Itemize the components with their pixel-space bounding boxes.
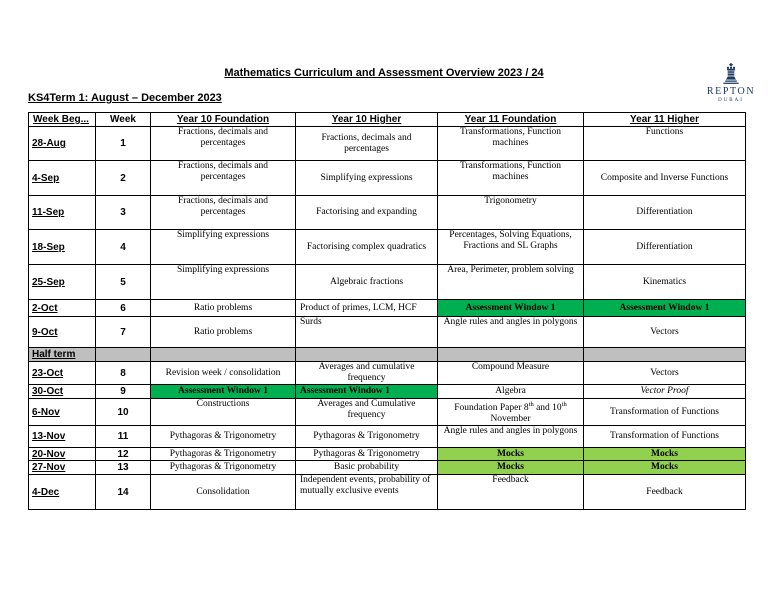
topic-cell: Factorising and expanding xyxy=(296,196,438,230)
topic-cell: Consolidation xyxy=(151,475,296,510)
topic-cell: Pythagoras & Trigonometry xyxy=(296,426,438,448)
date-cell: 25-Sep xyxy=(29,265,96,300)
topic-cell: Revision week / consolidation xyxy=(151,362,296,385)
topic-cell: Simplifying expressions xyxy=(151,265,296,300)
repton-logo-name: REPTON xyxy=(706,86,756,97)
term-subtitle: KS4Term 1: August – December 2023 xyxy=(28,92,222,104)
repton-logo xyxy=(700,63,762,103)
topic-cell: Area, Perimeter, problem solving xyxy=(438,265,584,300)
date-cell: 13-Nov xyxy=(29,426,96,448)
date-cell: 4-Sep xyxy=(29,161,96,196)
column-header-week-beg: Week Beg... xyxy=(29,113,96,127)
date-cell: 18-Sep xyxy=(29,230,96,265)
topic-cell: Transformation of Functions xyxy=(584,399,746,426)
week-number-cell: 7 xyxy=(96,317,151,348)
date-cell: 6-Nov xyxy=(29,399,96,426)
assessment-window-cell: Assessment Window 1 xyxy=(584,300,746,317)
week-number-cell: 1 xyxy=(96,127,151,161)
week-row xyxy=(29,161,746,196)
date-cell: 23-Oct xyxy=(29,362,96,385)
topic-cell: Pythagoras & Trigonometry xyxy=(151,448,296,461)
table-header-row xyxy=(29,113,746,127)
date-cell: 27-Nov xyxy=(29,461,96,475)
week-number-cell: 9 xyxy=(96,385,151,399)
half-term-cell xyxy=(151,348,296,362)
date-cell: 30-Oct xyxy=(29,385,96,399)
week-number-cell: 11 xyxy=(96,426,151,448)
page-title: Mathematics Curriculum and Assessment Overview 2023 / 24 xyxy=(224,67,544,79)
week-row xyxy=(29,461,746,475)
column-header-year-10-higher: Year 10 Higher xyxy=(296,113,438,127)
date-cell: 28-Aug xyxy=(29,127,96,161)
topic-cell: Fractions, decimals and percentages xyxy=(151,127,296,161)
half-term-cell: Half term xyxy=(29,348,96,362)
week-number-cell: 5 xyxy=(96,265,151,300)
topic-cell: Surds xyxy=(296,317,438,348)
half-term-cell xyxy=(438,348,584,362)
mocks-cell: Mocks xyxy=(438,448,584,461)
week-number-cell: 10 xyxy=(96,399,151,426)
assessment-window-cell: Assessment Window 1 xyxy=(296,385,438,399)
topic-cell: Constructions xyxy=(151,399,296,426)
topic-cell: Pythagoras & Trigonometry xyxy=(151,426,296,448)
date-cell: 20-Nov xyxy=(29,448,96,461)
topic-cell: Functions xyxy=(584,127,746,161)
topic-cell: Vector Proof xyxy=(584,385,746,399)
week-row xyxy=(29,399,746,426)
date-cell: 9-Oct xyxy=(29,317,96,348)
column-header-year-11-higher: Year 11 Higher xyxy=(584,113,746,127)
assessment-window-cell: Assessment Window 1 xyxy=(151,385,296,399)
topic-cell: Trigonometry xyxy=(438,196,584,230)
repton-crest-icon xyxy=(722,63,740,85)
date-cell: 2-Oct xyxy=(29,300,96,317)
half-term-cell xyxy=(96,348,151,362)
topic-cell: Percentages, Solving Equations, Fractions and SL Graphs xyxy=(438,230,584,265)
week-number-cell: 4 xyxy=(96,230,151,265)
topic-cell: Feedback xyxy=(438,475,584,510)
topic-cell: Averages and Cumulative frequency xyxy=(296,399,438,426)
topic-cell: Algebraic fractions xyxy=(296,265,438,300)
column-header-year-11-foundation: Year 11 Foundation xyxy=(438,113,584,127)
week-row xyxy=(29,127,746,161)
half-term-cell xyxy=(296,348,438,362)
topic-cell: Pythagoras & Trigonometry xyxy=(296,448,438,461)
topic-cell: Vectors xyxy=(584,317,746,348)
topic-cell: Fractions, decimals and percentages xyxy=(151,196,296,230)
week-number-cell: 12 xyxy=(96,448,151,461)
topic-cell: Simplifying expressions xyxy=(151,230,296,265)
topic-cell: Ratio problems xyxy=(151,317,296,348)
half-term-row xyxy=(29,348,746,362)
topic-cell: Averages and cumulative frequency xyxy=(296,362,438,385)
topic-cell: Product of primes, LCM, HCF xyxy=(296,300,438,317)
week-row xyxy=(29,426,746,448)
topic-cell: Fractions, decimals and percentages xyxy=(296,127,438,161)
topic-cell: Fractions, decimals and percentages xyxy=(151,161,296,196)
topic-cell: Composite and Inverse Functions xyxy=(584,161,746,196)
week-number-cell: 6 xyxy=(96,300,151,317)
topic-cell: Angle rules and angles in polygons xyxy=(438,317,584,348)
column-header-year-10-foundation: Year 10 Foundation xyxy=(151,113,296,127)
topic-cell: Independent events, probability of mutually exclusive events xyxy=(296,475,438,510)
week-row xyxy=(29,265,746,300)
week-number-cell: 13 xyxy=(96,461,151,475)
curriculum-table xyxy=(28,112,746,510)
repton-logo-sub: DUBAI xyxy=(718,98,744,103)
date-cell: 4-Dec xyxy=(29,475,96,510)
mocks-cell: Mocks xyxy=(584,461,746,475)
week-row xyxy=(29,230,746,265)
column-header-week: Week xyxy=(96,113,151,127)
half-term-cell xyxy=(584,348,746,362)
topic-cell: Compound Measure xyxy=(438,362,584,385)
week-row xyxy=(29,448,746,461)
week-row xyxy=(29,196,746,230)
topic-cell: Transformation of Functions xyxy=(584,426,746,448)
week-row xyxy=(29,385,746,399)
topic-cell: Algebra xyxy=(438,385,584,399)
topic-cell: Differentiation xyxy=(584,196,746,230)
topic-cell: Feedback xyxy=(584,475,746,510)
topic-cell: Ratio problems xyxy=(151,300,296,317)
week-number-cell: 2 xyxy=(96,161,151,196)
topic-cell: Angle rules and angles in polygons xyxy=(438,426,584,448)
topic-cell: Kinematics xyxy=(584,265,746,300)
assessment-window-cell: Assessment Window 1 xyxy=(438,300,584,317)
week-row xyxy=(29,300,746,317)
topic-cell: Transformations, Function machines xyxy=(438,161,584,196)
mocks-cell: Mocks xyxy=(584,448,746,461)
topic-cell: Differentiation xyxy=(584,230,746,265)
week-row xyxy=(29,475,746,510)
topic-cell: Foundation Paper 8th and 10th November xyxy=(438,399,584,426)
week-number-cell: 3 xyxy=(96,196,151,230)
mocks-cell: Mocks xyxy=(438,461,584,475)
week-row xyxy=(29,317,746,348)
topic-cell: Transformations, Function machines xyxy=(438,127,584,161)
date-cell: 11-Sep xyxy=(29,196,96,230)
topic-cell: Pythagoras & Trigonometry xyxy=(151,461,296,475)
topic-cell: Simplifying expressions xyxy=(296,161,438,196)
week-number-cell: 14 xyxy=(96,475,151,510)
topic-cell: Basic probability xyxy=(296,461,438,475)
week-number-cell: 8 xyxy=(96,362,151,385)
topic-cell: Vectors xyxy=(584,362,746,385)
week-row xyxy=(29,362,746,385)
topic-cell: Factorising complex quadratics xyxy=(296,230,438,265)
